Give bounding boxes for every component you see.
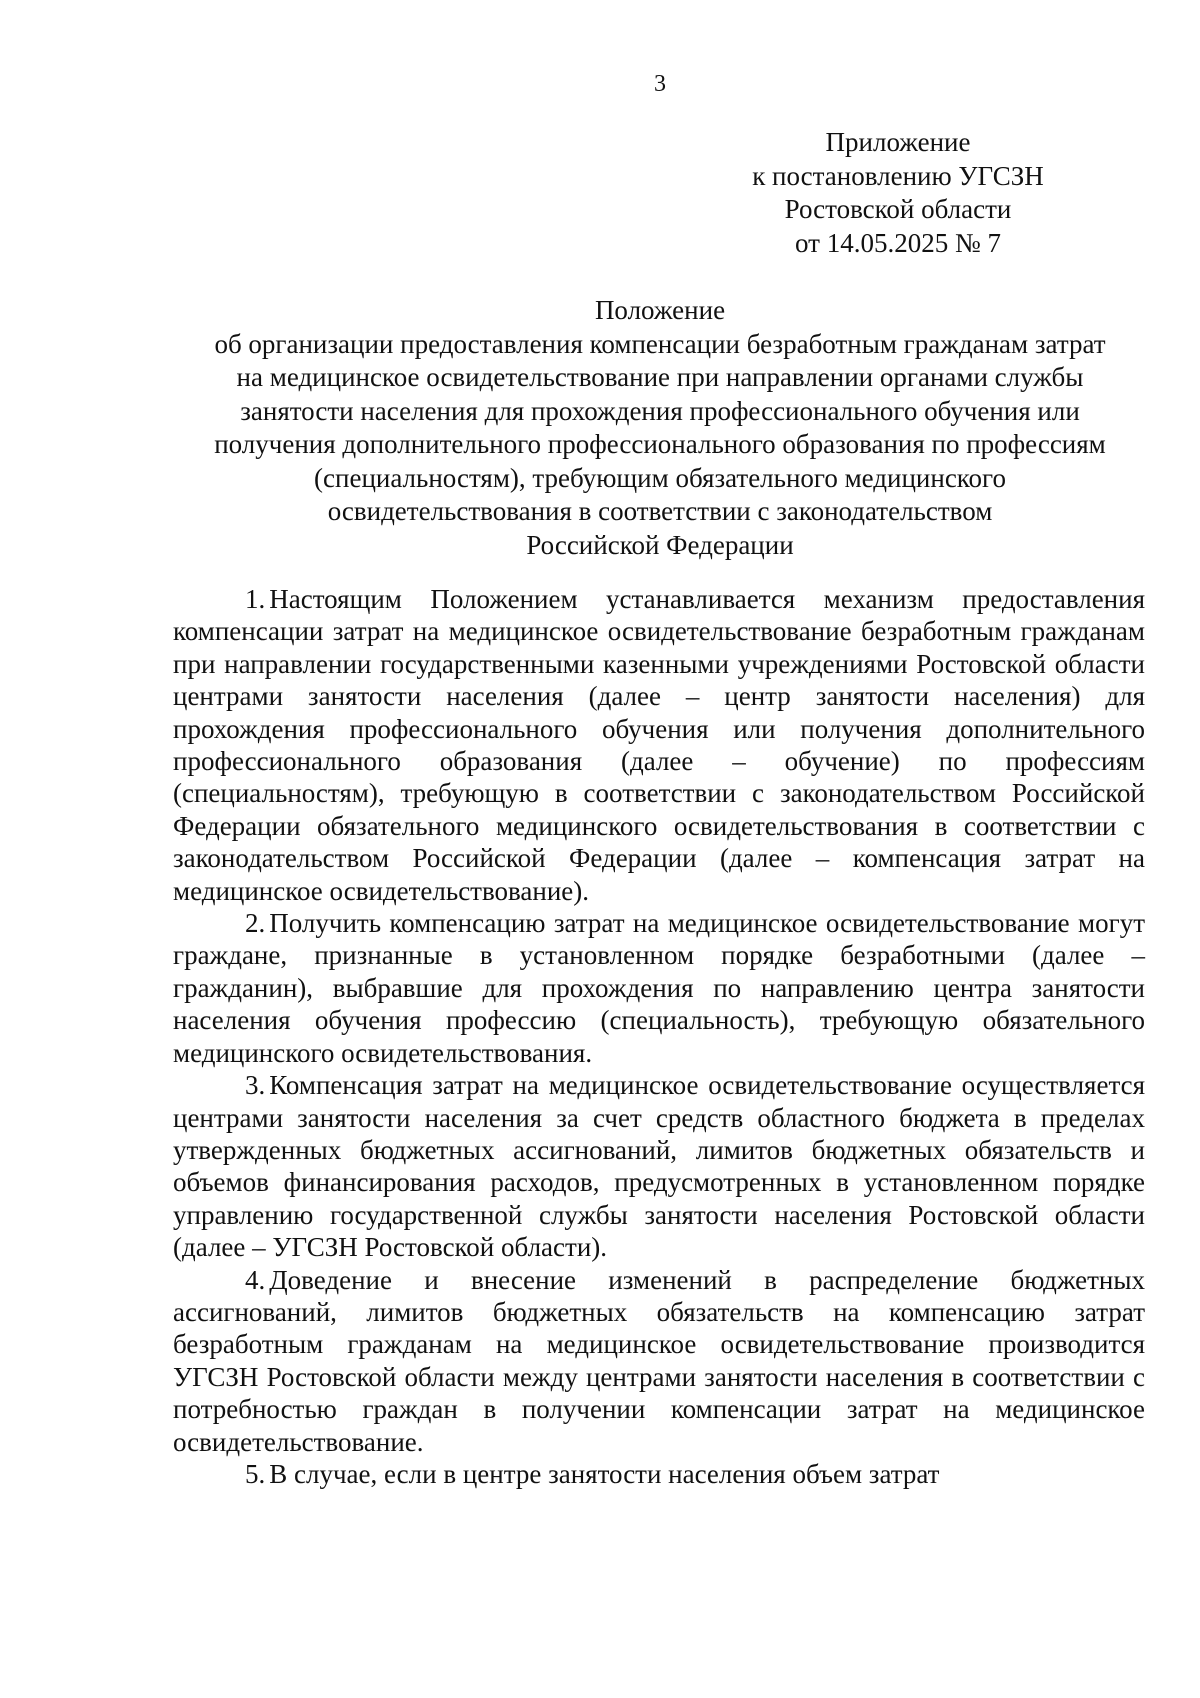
- paragraph-text: В случае, если в центре занятости населения объем затрат: [269, 1458, 940, 1489]
- title-line: освидетельствования в соответствии с законодательством: [327, 496, 993, 526]
- paragraph-text: Настоящим Положением устанавливается механизм предоставления компенсации затрат на медицинское освидетельствование безработным гражданам при направлении государственными казенными учреждениями Ростовской области центрами занятости населения (далее – центр занятости населения) для прохождения профессионального обучения или получения дополнительного профессионального образования (далее – обучение) по профессиям (специальностям), требующую в соответствии с законодательством Российской Федерации обязательного медицинского освидетельствования в соответствии с законодательством Российской Федерации (далее – компенсация затрат на медицинское освидетельствование).: [173, 584, 1145, 906]
- paragraph-5: [173, 1458, 1145, 1490]
- paragraph-number: 1.: [245, 584, 266, 614]
- title-line: Российской Федерации: [526, 529, 794, 560]
- appendix-line: от 14.05.2025 № 7: [795, 227, 1001, 258]
- appendix-block: [718, 126, 1078, 260]
- paragraph-4: [173, 1264, 1145, 1458]
- page-number: 3: [654, 71, 666, 97]
- appendix-line: Ростовской области: [784, 194, 1012, 224]
- paragraph-text: Доведение и внесение изменений в распределение бюджетных ассигнований, лимитов бюджетных обязательств на компенсацию затрат безработным гражданам на медицинское освидетельствование производится УГСЗН Ростовской области между центрами занятости населения в соответствии с потребностью граждан в получении компенсации затрат на медицинское освидетельствование.: [173, 1264, 1145, 1457]
- title-line: на медицинское освидетельствование при направлении органами службы: [236, 362, 1084, 392]
- paragraph-3: [173, 1069, 1145, 1263]
- title-line: (специальностям), требующим обязательного медицинского: [314, 462, 1006, 493]
- document-body: [173, 583, 1145, 1490]
- title-line: получения дополнительного профессионального образования по профессиям: [214, 429, 1106, 459]
- appendix-line: к постановлению УГСЗН: [752, 160, 1044, 191]
- document-title: [150, 294, 1170, 562]
- paragraph-1: [173, 583, 1145, 907]
- paragraph-text: Получить компенсацию затрат на медицинское освидетельствование могут граждане, признанные в установленном порядке безработными (далее – гражданин), выбравшие для прохождения по направлению центра занятости населения обучения профессию (специальность), требующую обязательного медицинского освидетельствования.: [173, 908, 1145, 1068]
- appendix-line: Приложение: [825, 127, 971, 157]
- title-line: занятости населения для прохождения профессионального обучения или: [240, 395, 1080, 426]
- paragraph-2: [173, 907, 1145, 1069]
- title-line: об организации предоставления компенсации безработным гражданам затрат: [214, 328, 1106, 359]
- paragraph-number: 4.: [245, 1264, 266, 1295]
- title-heading: Положение: [594, 295, 726, 325]
- paragraph-text: Компенсация затрат на медицинское освидетельствование осуществляется центрами занятости населения за счет средств областного бюджета в пределах утвержденных бюджетных ассигнований, лимитов бюджетных обязательств и объемов финансирования расходов, предусмотренных в установленном порядке управлению государственной службы занятости населения Ростовской области (далее – УГСЗН Ростовской области).: [173, 1070, 1145, 1263]
- paragraph-number: 2.: [245, 908, 266, 939]
- paragraph-number: 3.: [245, 1070, 266, 1101]
- paragraph-number: 5.: [245, 1458, 266, 1489]
